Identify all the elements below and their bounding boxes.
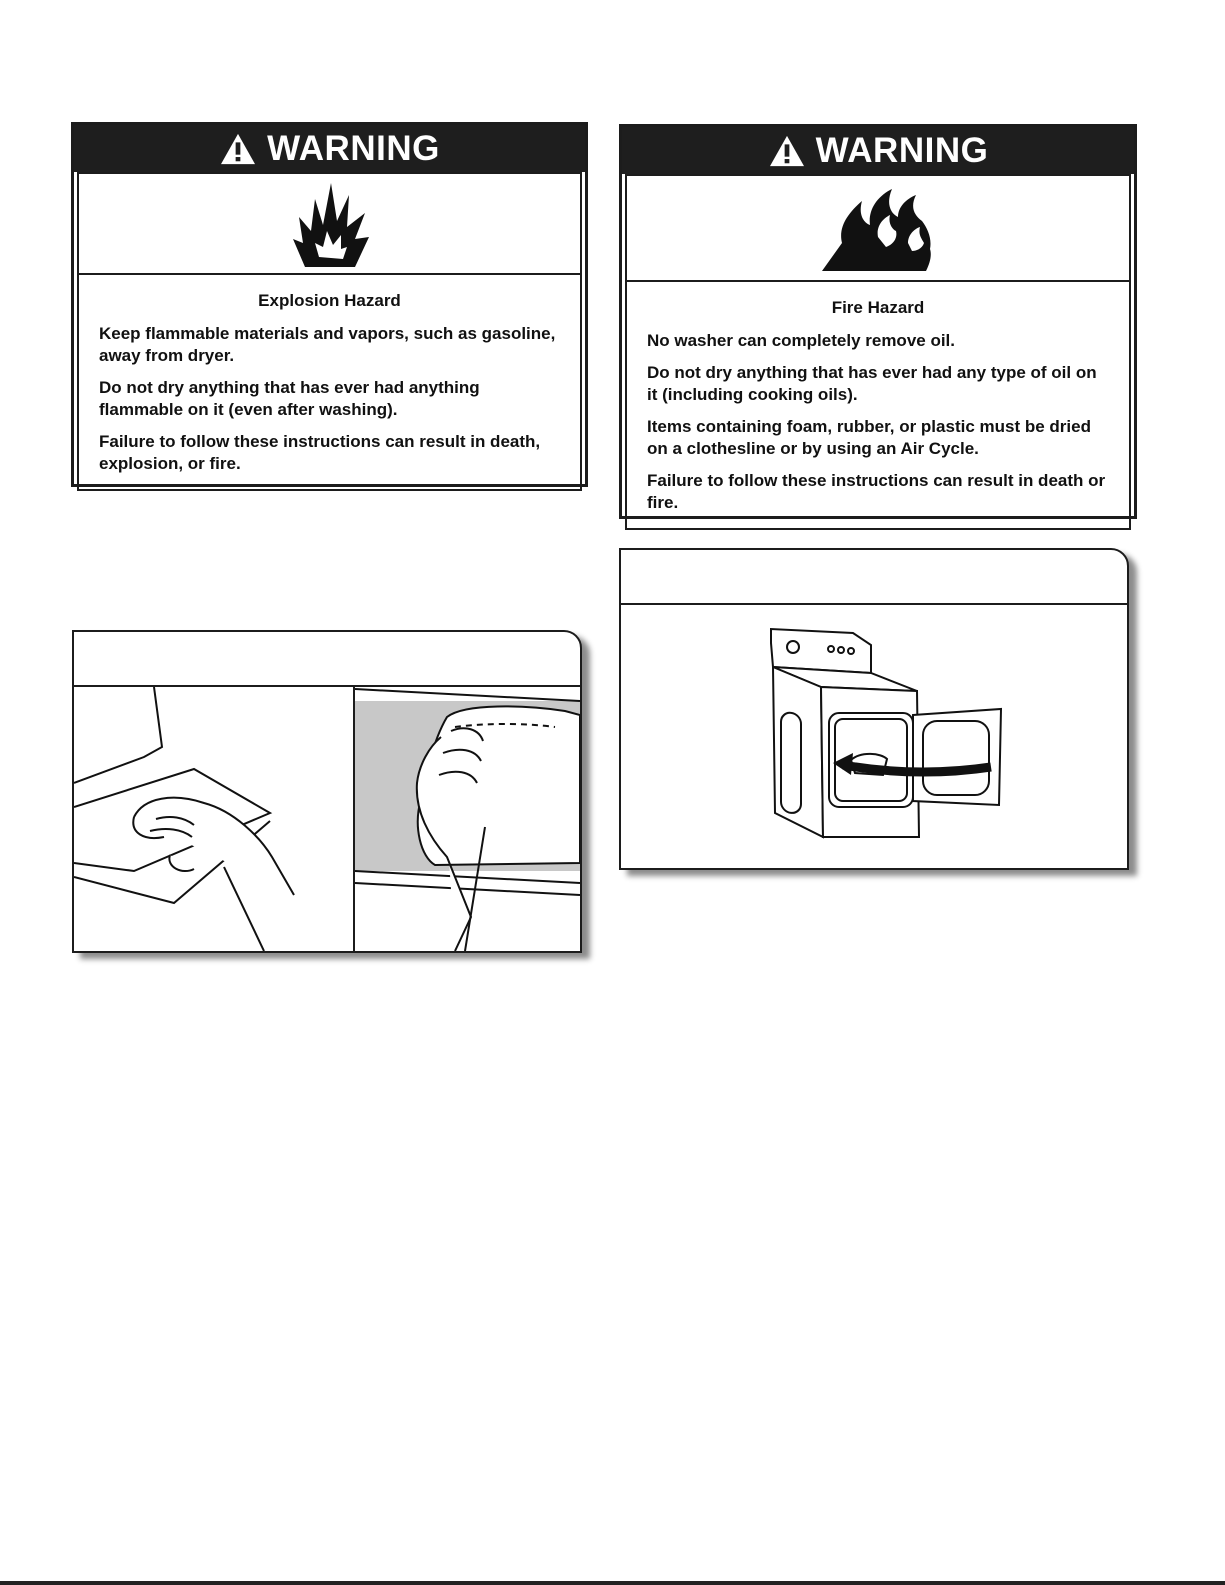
lint-screen-cleaning-illustration <box>355 687 580 951</box>
hazard-line: Keep flammable materials and vapors, such as gasoline, away from dryer. <box>99 324 556 365</box>
warning-header <box>74 125 585 172</box>
hazard-line: Do not dry anything that has ever had any type of oil on it (including cooking oils). <box>647 363 1097 404</box>
alert-triangle-icon <box>219 132 257 166</box>
hazard-line: Items containing foam, rubber, or plastic must be dried on a clothesline or by using an Air Cycle. <box>647 417 1091 458</box>
page-footer-rule <box>0 1581 1225 1585</box>
warning-box-fire <box>619 124 1137 519</box>
hazard-text-area <box>77 275 582 491</box>
hazard-line: No washer can completely remove oil. <box>647 331 956 350</box>
warning-title: WARNING <box>815 130 989 170</box>
card-header <box>74 632 580 687</box>
warning-header <box>622 127 1134 174</box>
dryer-loading-card <box>619 548 1129 870</box>
lint-screen-removal-illustration <box>74 687 355 951</box>
card-header <box>621 550 1127 605</box>
hazard-title: Explosion Hazard <box>258 291 401 310</box>
hazard-symbol-area <box>625 174 1131 282</box>
hazard-line: Failure to follow these instructions can result in death, explosion, or fire. <box>99 432 541 473</box>
hazard-title: Fire Hazard <box>831 298 925 317</box>
hazard-line: Failure to follow these instructions can result in death or fire. <box>647 471 1106 512</box>
fire-icon <box>818 183 938 273</box>
warning-title: WARNING <box>267 128 440 168</box>
lint-screen-card <box>72 630 582 953</box>
dryer-loading-illustration <box>621 605 1127 868</box>
hazard-line: Do not dry anything that has ever had anything flammable on it (even after washing). <box>99 378 480 419</box>
hazard-symbol-area <box>77 172 582 275</box>
hazard-text-area <box>625 282 1131 530</box>
alert-triangle-icon <box>768 134 806 168</box>
dryer-icon <box>621 605 1127 868</box>
warning-box-explosion <box>71 122 588 487</box>
lint-screen-panels <box>74 687 580 951</box>
explosion-icon <box>285 179 375 269</box>
